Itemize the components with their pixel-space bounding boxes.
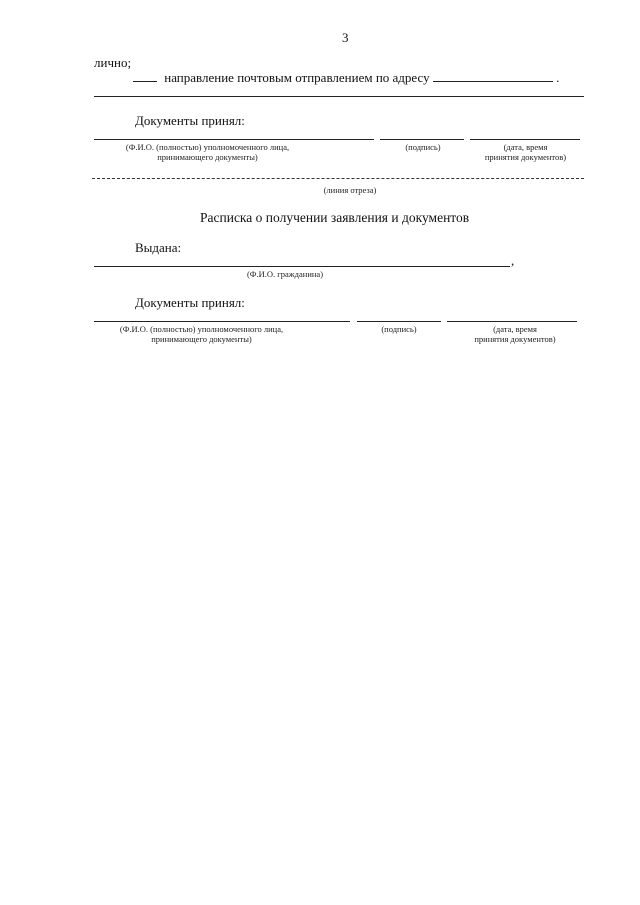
option-personally: лично; — [94, 55, 132, 70]
checkbox-blank[interactable] — [133, 70, 157, 82]
issued-label: Выдана: — [135, 240, 182, 255]
date-caption-line1: (дата, время — [503, 142, 548, 152]
option-post-end: . — [556, 70, 560, 85]
fio-caption-line2: принимающего документы) — [157, 152, 258, 162]
sign-caption: (подпись) — [405, 142, 441, 152]
receipt-fio-caption-line2: принимающего документы) — [151, 334, 252, 344]
receipt-date-caption — [455, 324, 575, 344]
date-caption-line2: принятия документов) — [484, 152, 567, 162]
receipt-fio-line[interactable] — [94, 321, 350, 322]
citizen-caption: (Ф.И.О. гражданина) — [246, 269, 324, 279]
receipt-sign-line[interactable] — [357, 321, 441, 322]
receipt-fio-caption — [94, 324, 309, 344]
receipt-accepted-label: Документы принял: — [135, 295, 245, 310]
receipt-date-caption-line1: (дата, время — [493, 324, 537, 334]
citizen-name-line[interactable] — [94, 266, 510, 267]
fio-caption — [95, 142, 320, 162]
receipt-fio-caption-line1: (Ф.И.О. (полностью) уполномоченного лица, — [119, 324, 284, 334]
receipt-title: Расписка о получении заявления и документов — [200, 210, 470, 225]
accepted-label: Документы принял: — [135, 113, 245, 128]
citizen-name-comma: , — [511, 253, 515, 268]
fio-caption-line1: (Ф.И.О. (полностью) уполномоченного лица, — [125, 142, 290, 152]
fio-line[interactable] — [94, 139, 374, 140]
cut-line — [92, 178, 584, 179]
option-post — [133, 70, 559, 86]
date-caption — [468, 142, 583, 162]
address-continuation-line[interactable] — [94, 96, 584, 97]
page-number: 3 — [342, 30, 349, 45]
receipt-date-caption-line2: принятия документов) — [474, 334, 556, 344]
sign-line[interactable] — [380, 139, 464, 140]
option-post-text: направление почтовым отправлением по адресу — [164, 70, 430, 85]
receipt-date-line[interactable] — [447, 321, 577, 322]
address-field[interactable] — [433, 70, 553, 82]
date-line[interactable] — [470, 139, 580, 140]
receipt-sign-caption: (подпись) — [381, 324, 417, 334]
cut-line-caption: (линия отреза) — [323, 185, 377, 195]
